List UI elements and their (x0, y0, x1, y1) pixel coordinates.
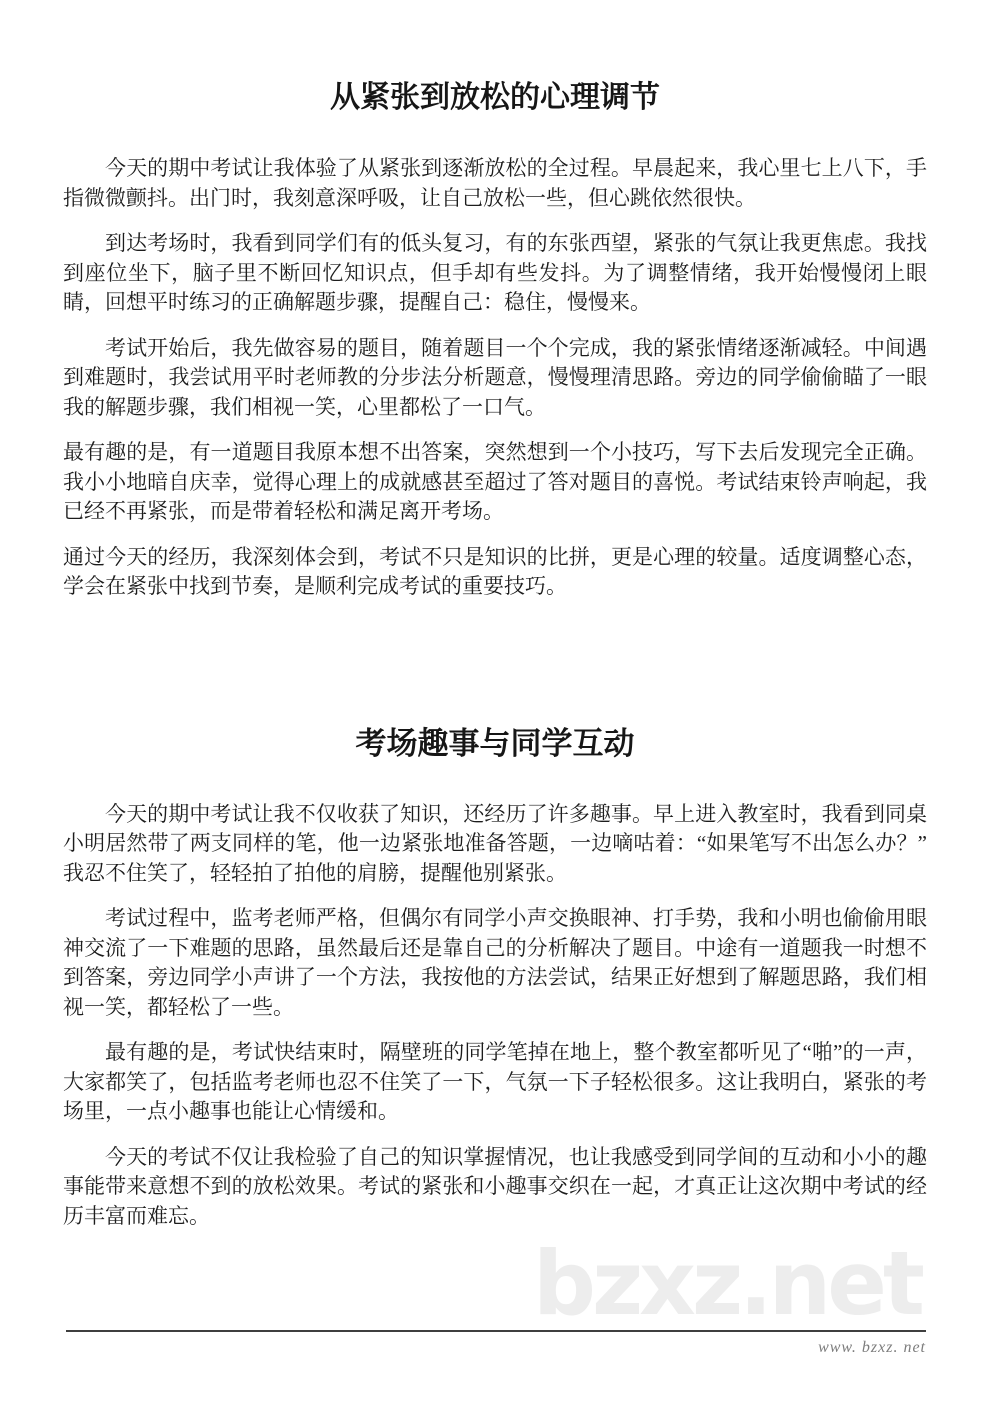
essay-2-paragraph-4: 今天的考试不仅让我检验了自己的知识掌握情况，也让我感受到同学间的互动和小小的趣事能带来意想不到的放松效果。考试的紧张和小趣事交织在一起，才真正让这次期中考试的经历丰富而难忘。 (63, 1144, 927, 1228)
document-content (63, 0, 927, 1231)
site-watermark: bzxz.net (532, 1232, 921, 1335)
essay-2 (63, 618, 927, 1232)
footer-url: www. bzxz. net (818, 1339, 926, 1356)
essay-2-paragraph-1: 今天的期中考试让我不仅收获了知识，还经历了许多趣事。早上进入教室时，我看到同桌小明居然带了两支同样的笔，他一边紧张地准备答题，一边嘀咕着：“如果笔写不出怎么办？”我忍不住笑了，轻轻拍了拍他的肩膀，提醒他别紧张。 (63, 801, 927, 885)
footer-divider (66, 1330, 926, 1332)
essay-1-paragraph-5: 通过今天的经历，我深刻体会到，考试不只是知识的比拼，更是心理的较量。适度调整心态，学会在紧张中找到节奏，是顺利完成考试的重要技巧。 (63, 544, 927, 598)
essay-2-title: 考场趣事与同学互动 (355, 725, 635, 761)
essay-2-paragraph-2: 考试过程中，监考老师严格，但偶尔有同学小声交换眼神、打手势，我和小明也偷偷用眼神交流了一下难题的思路，虽然最后还是靠自己的分析解决了题目。中途有一道题我一时想不到答案，旁边同学小声讲了一个方法，我按他的方法尝试，结果正好想到了解题思路，我们相视一笑，都轻松了一些。 (63, 906, 927, 1019)
essay-1-paragraph-2: 到达考场时，我看到同学们有的低头复习，有的东张西望，紧张的气氛让我更焦虑。我找到座位坐下，脑子里不断回忆知识点，但手却有些发抖。为了调整情绪，我开始慢慢闭上眼睛，回想平时练习的正确解题步骤，提醒自己：稳住，慢慢来。 (63, 231, 927, 314)
essay-1-title: 从紧张到放松的心理调节 (330, 81, 660, 114)
essay-2-paragraph-3: 最有趣的是，考试快结束时，隔壁班的同学笔掉在地上，整个教室都听见了“啪”的一声，大家都笑了，包括监考老师也忍不住笑了一下，气氛一下子轻松很多。这让我明白，紧张的考场里，一点小趣事也能让心情缓和。 (63, 1040, 927, 1123)
essay-1-paragraph-1: 今天的期中考试让我体验了从紧张到逐渐放松的全过程。早晨起来，我心里七上八下，手指微微颤抖。出门时，我刻意深呼吸，让自己放松一些，但心跳依然很快。 (63, 156, 927, 210)
essay-1-paragraph-3: 考试开始后，我先做容易的题目，随着题目一个个完成，我的紧张情绪逐渐减轻。中间遇到难题时，我尝试用平时老师教的分步法分析题意，慢慢理清思路。旁边的同学偷偷瞄了一眼我的解题步骤，我们相视一笑，心里都松了一口气。 (63, 335, 927, 419)
essay-1 (63, 0, 927, 602)
essay-1-paragraph-4: 最有趣的是，有一道题目我原本想不出答案，突然想到一个小技巧，写下去后发现完全正确。我小小地暗自庆幸，觉得心理上的成就感甚至超过了答对题目的喜悦。考试结束铃声响起，我已经不再紧张，而是带着轻松和满足离开考场。 (63, 440, 927, 523)
